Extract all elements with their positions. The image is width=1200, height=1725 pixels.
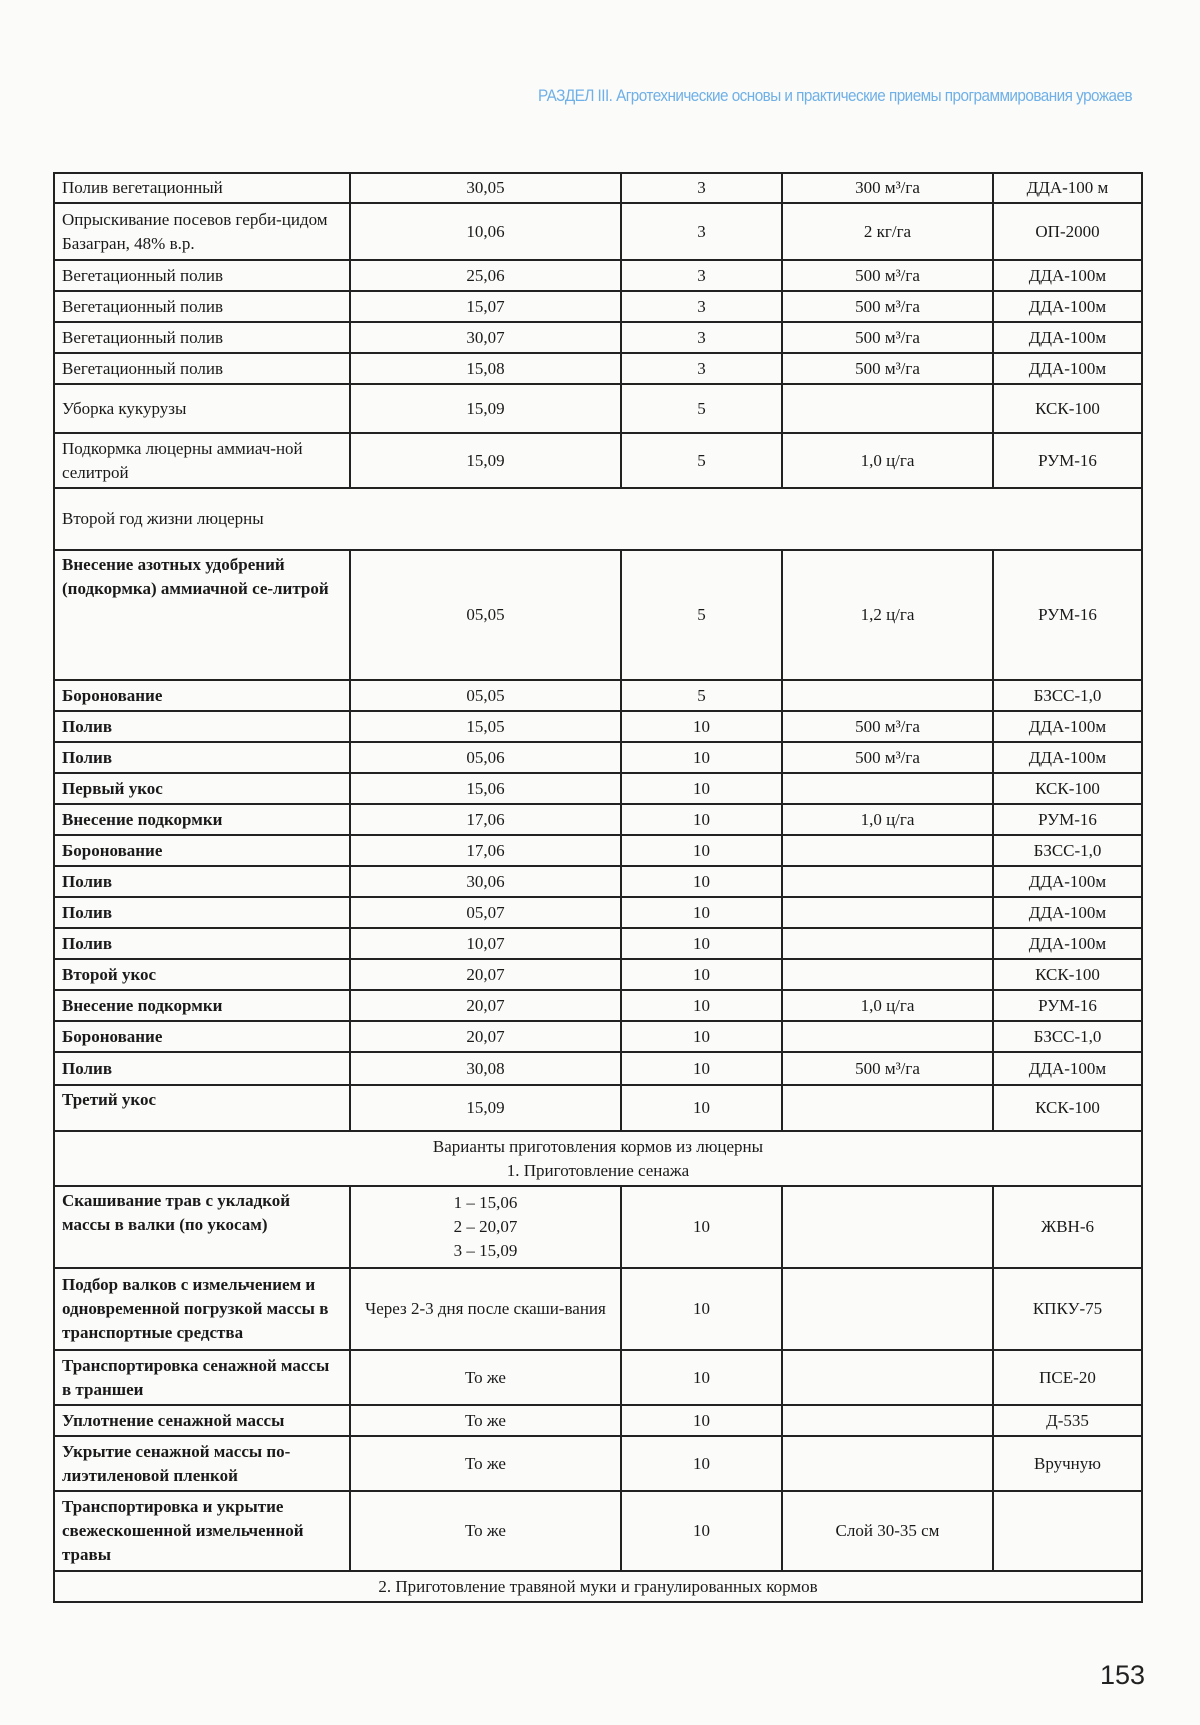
rate-cell [782,928,993,959]
rate-cell [782,1350,993,1405]
table-row [54,353,1142,384]
rate-cell [782,1405,993,1436]
operation-cell: Полив [54,897,350,928]
machine-cell: ЖВН-6 [993,1186,1142,1268]
rate-cell [782,1085,993,1131]
table-row [54,742,1142,773]
rate-cell [782,1186,993,1268]
date-cell: 20,07 [350,959,621,990]
rate-cell: 1,0 ц/га [782,433,993,488]
machine-cell: БЗСС-1,0 [993,680,1142,711]
machine-cell: ДДА-100м [993,260,1142,291]
date-cell: 15,09 [350,384,621,433]
date-line: 1 – 15,06 [358,1191,613,1215]
date-cell: 17,06 [350,804,621,835]
machine-cell: ПСЕ-20 [993,1350,1142,1405]
machine-cell: БЗСС-1,0 [993,1021,1142,1052]
section-row [54,1131,1142,1186]
section-flour: 2. Приготовление травяной муки и гранулированных кормов [54,1571,1142,1602]
count-cell: 5 [621,680,782,711]
machine-cell: ДДА-100м [993,711,1142,742]
count-cell: 5 [621,433,782,488]
rate-cell [782,1436,993,1491]
running-header: РАЗДЕЛ III. Агротехнические основы и практические приемы программирования урожаев [538,86,1132,106]
machine-cell: ДДА-100м [993,928,1142,959]
table-row [54,866,1142,897]
rate-cell [782,959,993,990]
table-row [54,835,1142,866]
rate-cell [782,680,993,711]
machine-cell: ОП-2000 [993,203,1142,260]
count-cell: 10 [621,1436,782,1491]
operation-cell: Подбор валков с измельчением и одновременной погрузкой массы в транспортные средства [54,1268,350,1350]
machine-cell: РУМ-16 [993,550,1142,680]
count-cell: 10 [621,1085,782,1131]
count-cell: 10 [621,1052,782,1085]
section-row [54,1571,1142,1602]
machine-cell: Д-535 [993,1405,1142,1436]
table-row [54,1405,1142,1436]
operation-cell: Полив [54,742,350,773]
rate-cell: 2 кг/га [782,203,993,260]
machine-cell: КСК-100 [993,773,1142,804]
operation-cell: Второй укос [54,959,350,990]
rate-cell: Слой 30-35 см [782,1491,993,1571]
operation-cell: Третий укос [54,1085,350,1131]
rate-cell: 500 м³/га [782,291,993,322]
date-cell: 25,06 [350,260,621,291]
table-row [54,680,1142,711]
count-cell: 10 [621,990,782,1021]
table-row [54,773,1142,804]
date-cell: Через 2-3 дня после скаши-вания [350,1268,621,1350]
operation-cell: Боронование [54,680,350,711]
count-cell: 10 [621,897,782,928]
rate-cell: 500 м³/га [782,1052,993,1085]
rate-cell [782,384,993,433]
machine-cell: КПКУ-75 [993,1268,1142,1350]
operation-cell: Опрыскивание посевов герби-цидом Базагран, 48% в.р. [54,203,350,260]
operation-cell: Подкормка люцерны аммиач-ной селитрой [54,433,350,488]
operation-cell: Полив [54,928,350,959]
page-number: 153 [1100,1660,1145,1691]
date-cell: 30,06 [350,866,621,897]
date-cell: 15,09 [350,433,621,488]
operation-cell: Боронование [54,1021,350,1052]
operation-cell: Вегетационный полив [54,353,350,384]
rate-cell [782,773,993,804]
date-cell: 15,09 [350,1085,621,1131]
operation-cell: Боронование [54,835,350,866]
count-cell: 10 [621,959,782,990]
date-cell: 20,07 [350,1021,621,1052]
rate-cell [782,835,993,866]
rate-cell: 500 м³/га [782,353,993,384]
table-row [54,291,1142,322]
rate-cell: 300 м³/га [782,173,993,203]
date-cell: 17,06 [350,835,621,866]
rate-cell [782,1268,993,1350]
date-cell: 15,05 [350,711,621,742]
operation-cell: Транспортировка сенажной массы в траншеи [54,1350,350,1405]
machine-cell: РУМ-16 [993,990,1142,1021]
operation-cell: Уборка кукурузы [54,384,350,433]
count-cell: 3 [621,291,782,322]
count-cell: 10 [621,1405,782,1436]
date-cell: То же [350,1350,621,1405]
count-cell: 5 [621,384,782,433]
date-cell: 05,05 [350,680,621,711]
date-cell: 15,07 [350,291,621,322]
table-row [54,1085,1142,1131]
operation-cell: Транспортировка и укрытие свежескошенной измельченной травы [54,1491,350,1571]
date-cell: 30,05 [350,173,621,203]
operation-cell: Вегетационный полив [54,260,350,291]
operation-cell: Скашивание трав с укладкой массы в валки (по укосам) [54,1186,350,1268]
count-cell: 10 [621,866,782,897]
date-cell: 05,05 [350,550,621,680]
count-cell: 10 [621,1021,782,1052]
date-cell: 10,06 [350,203,621,260]
operation-cell: Вегетационный полив [54,322,350,353]
rate-cell: 500 м³/га [782,711,993,742]
date-cell: То же [350,1436,621,1491]
table-row [54,260,1142,291]
machine-cell: КСК-100 [993,959,1142,990]
machine-cell: ДДА-100м [993,291,1142,322]
table-row [54,804,1142,835]
section-year2: Второй год жизни люцерны [54,488,1142,550]
operation-cell: Полив [54,866,350,897]
operation-cell: Полив [54,711,350,742]
operation-cell: Внесение подкормки [54,990,350,1021]
machine-cell: РУМ-16 [993,804,1142,835]
table-row [54,897,1142,928]
date-cell: 15,06 [350,773,621,804]
machine-cell: ДДА-100м [993,742,1142,773]
machine-cell: ДДА-100м [993,353,1142,384]
count-cell: 3 [621,260,782,291]
table-row [54,550,1142,680]
table-row [54,433,1142,488]
count-cell: 10 [621,1491,782,1571]
rate-cell: 1,2 ц/га [782,550,993,680]
table-row [54,384,1142,433]
table-row [54,322,1142,353]
rate-cell [782,897,993,928]
count-cell: 10 [621,1186,782,1268]
table-row [54,928,1142,959]
count-cell: 3 [621,353,782,384]
count-cell: 5 [621,550,782,680]
table-row [54,1268,1142,1350]
date-line: 2 – 20,07 [358,1215,613,1239]
section-title-line: Варианты приготовления кормов из люцерны [62,1135,1134,1159]
operations-table [53,172,1143,1603]
date-cell: 15,08 [350,353,621,384]
rate-cell: 1,0 ц/га [782,990,993,1021]
operation-cell: Уплотнение сенажной массы [54,1405,350,1436]
table-row [54,1436,1142,1491]
count-cell: 10 [621,928,782,959]
count-cell: 3 [621,322,782,353]
table-row [54,1491,1142,1571]
machine-cell [993,1491,1142,1571]
section-feed-variants [54,1131,1142,1186]
table-row [54,173,1142,203]
date-line: 3 – 15,09 [358,1239,613,1263]
rate-cell: 500 м³/га [782,742,993,773]
table-row [54,1052,1142,1085]
table-row [54,1021,1142,1052]
machine-cell: БЗСС-1,0 [993,835,1142,866]
table-row [54,203,1142,260]
table-row [54,990,1142,1021]
rate-cell [782,866,993,897]
machine-cell: РУМ-16 [993,433,1142,488]
operation-cell: Внесение азотных удобрений (подкормка) аммиачной се-литрой [54,550,350,680]
table-row [54,1186,1142,1268]
date-cell: 05,07 [350,897,621,928]
operation-cell: Вегетационный полив [54,291,350,322]
rate-cell: 500 м³/га [782,260,993,291]
operation-cell: Первый укос [54,773,350,804]
operation-cell: Внесение подкормки [54,804,350,835]
date-cell: То же [350,1405,621,1436]
rate-cell: 1,0 ц/га [782,804,993,835]
date-cell [350,1186,621,1268]
machine-cell: ДДА-100м [993,897,1142,928]
date-cell: 05,06 [350,742,621,773]
table-row [54,711,1142,742]
count-cell: 3 [621,203,782,260]
section-title-line: 1. Приготовление сенажа [62,1159,1134,1183]
count-cell: 3 [621,173,782,203]
date-cell: 20,07 [350,990,621,1021]
machine-cell: ДДА-100 м [993,173,1142,203]
machine-cell: КСК-100 [993,1085,1142,1131]
machine-cell: ДДА-100м [993,322,1142,353]
count-cell: 10 [621,742,782,773]
date-cell: 10,07 [350,928,621,959]
count-cell: 10 [621,711,782,742]
operation-cell: Полив [54,1052,350,1085]
count-cell: 10 [621,773,782,804]
date-cell: 30,07 [350,322,621,353]
count-cell: 10 [621,1350,782,1405]
machine-cell: КСК-100 [993,384,1142,433]
operation-cell: Укрытие сенажной массы по-лиэтиленовой пленкой [54,1436,350,1491]
date-cell: 30,08 [350,1052,621,1085]
machine-cell: ДДА-100м [993,1052,1142,1085]
count-cell: 10 [621,835,782,866]
operation-cell: Полив вегетационный [54,173,350,203]
section-row [54,488,1142,550]
table-row [54,959,1142,990]
date-cell: То же [350,1491,621,1571]
rate-cell: 500 м³/га [782,322,993,353]
count-cell: 10 [621,1268,782,1350]
machine-cell: ДДА-100м [993,866,1142,897]
rate-cell [782,1021,993,1052]
machine-cell: Вручную [993,1436,1142,1491]
count-cell: 10 [621,804,782,835]
table-row [54,1350,1142,1405]
